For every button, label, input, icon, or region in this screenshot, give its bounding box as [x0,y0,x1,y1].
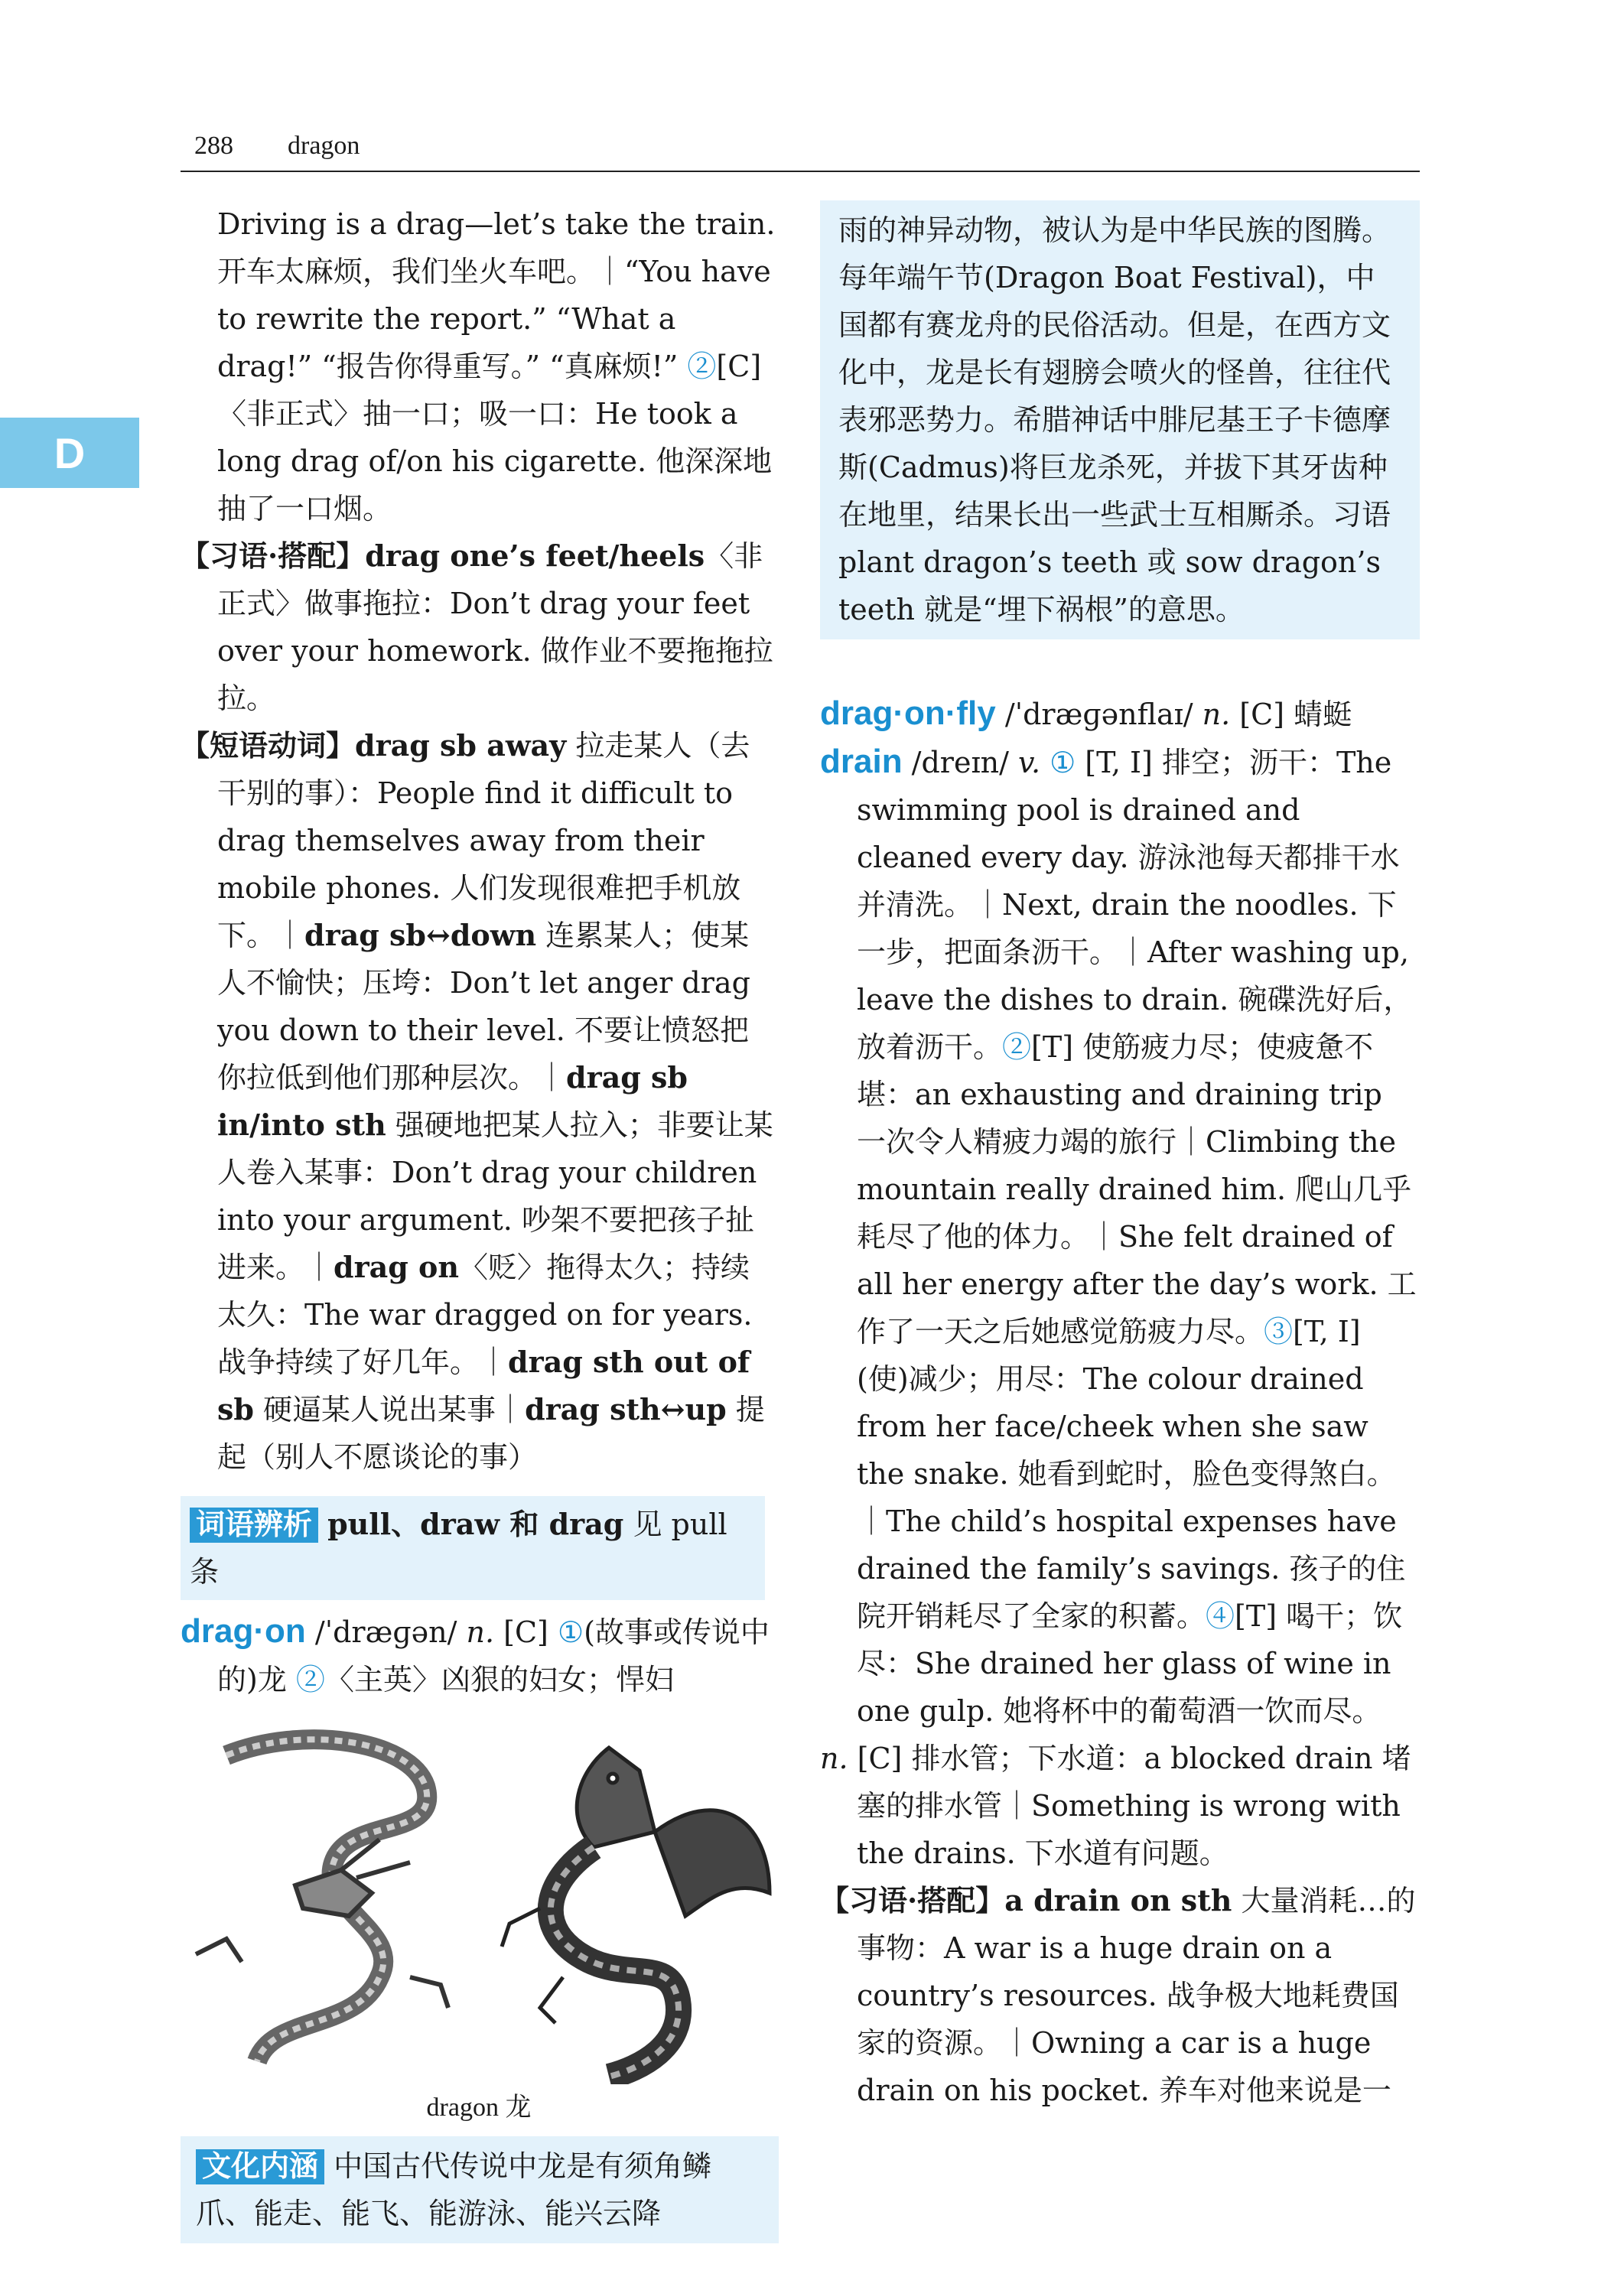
sense-number: ② [687,350,717,383]
page-header [181,128,1420,168]
usage-label: 词语辨析 [190,1508,318,1543]
drain-noun: n. [C] 排水管；下水道：a blocked drain 堵塞的排水管｜Something is wrong with the drains. 下水道有问题。 [820,1742,1411,1870]
thumb-index-tab[interactable]: D [0,418,139,488]
dragon-figure [181,1725,777,2084]
header-rule [181,171,1420,172]
western-dragon-icon [502,1748,770,2077]
culture-box-continued: 雨的神异动物，被认为是中华民族的图腾。每年端午节(Dragon Boat Festival)，中国都有赛龙舟的民俗活动。但是，在西方文化中，龙是长有翅膀会喷火的怪兽，往往代表邪恶势力。希腊神话中腓尼基王子卡德摩斯(Cadmus)将巨龙杀死，并拔下其牙齿种在地里，结果长出一些武士互相厮杀。习语 plant dragon’s teeth 或 sow dragon’s teeth 就是“埋下祸根”的意思。 [820,200,1420,639]
headword-dragon: drag·on [181,1612,306,1650]
idiom-block: 【习语·搭配】drag one’s feet/heels〈非正式〉做事拖拉：Don’t drag your feet over your homework. 做作业不要拖拖拉拉。 [181,538,773,715]
dragonfly-entry: drag·on·fly /ˈdræɡənflaɪ/ n. [C] 蜻蜓 [820,694,1352,732]
dragon-entry: drag·on /ˈdræɡən/ n. [C] ①(故事或传说中的)龙 ②〈主英〉凶狠的妇女；悍妇 [181,1612,770,1696]
drain-entry: drain /dreɪn/ v. ① [T, I] 排空；沥干：The swimming pool is drained and cleaned every day. 游泳池每天都排干水并清洗。｜Next, drain the noodles. 下一步，把面条沥干。｜After washing up, leave the dishes to drain. 碗碟洗好后，放着沥干。②[T] 使筋疲力尽；使疲惫不堪：an exhausting and draining trip 一次令人精疲力竭的旅行｜Climbing the mountain really drained him. 爬山几乎耗尽了他的体力。｜She felt drained of all her energy after the day’s work. 工作了一天之后她感觉筋疲力尽。③[T, I] (使)减少；用尽：The colour drained from her face/cheek when she saw the snake. 她看到蛇时，脸色变得煞白。｜The child’s hospital expenses have drained the family’s savings. 孩子的住院开销耗尽了全家的积蓄。④[T] 喝干；饮尽：She drained her glass of wine in one gulp. 她将杯中的葡萄酒一饮而尽。 [820,743,1417,1728]
guide-word: dragon [288,132,360,160]
phrasal-label: 【短语动词】 [181,728,356,763]
drain-idiom: 【习语·搭配】a drain on sth 大量消耗…的事物：A war is a huge drain on a country’s resources. 战争极大地耗费国家的资源。｜Owning a car is a huge drain on his pocket. 养车对他来说是一 [820,1883,1416,2107]
chinese-dragon-icon [196,1739,448,2061]
drag-example-continued: Driving is a drag—let’s take the train. 开车太麻烦，我们坐火车吧。｜“You have to rewrite the report.” “What a drag!” “报告你得重写。” “真麻烦!” ②[C]〈非正式〉抽一口；吸一口：He took a long drag of/on his cigarette. 他深深地抽了一口烟。 [217,207,776,525]
pronunciation: /ˈdræɡən/ [314,1615,457,1649]
page-number: 288 [194,132,233,160]
idiom-phrase: drag one’s feet/heels [365,538,705,573]
right-column [820,690,1420,2114]
phrasal-verbs-block: 【短语动词】drag sb away 拉走某人（去干别的事）：People find it difficult to drag themselves away from their mobile phones. 人们发现很难把手机放下。｜drag sb↔down 连累某人；使某人不愉快；压垮：Don’t let anger drag you down to their level. 不要让愤怒把你拉低到他们那种层次。｜drag sb in/into sth 强硬地把某人拉入；非要让某人卷入某事：Don’t drag your children into your argument. 吵架不要把孩子扯进来。｜drag on〈贬〉拖得太久；持续太久：The war dragged on for years. 战争持续了好几年。｜drag sth out of sb 硬逼某人说出某事｜drag sth↔up 提起（别人不愿谈论的事） [181,728,773,1474]
left-column [181,200,777,2243]
part-of-speech: n. [466,1615,495,1649]
dragon-illustration-icon [181,1725,777,2084]
culture-label: 文化内涵 [196,2149,324,2184]
right-column-top [820,200,1420,639]
usage-crossref-box: 词语辨析 pull、draw 和 drag 见 pull 条 [181,1496,765,1600]
headword-drain: drain [820,743,903,780]
idiom-label: 【习语·搭配】 [181,538,366,573]
figure-caption: dragon 龙 [426,2093,532,2122]
culture-box-start: 文化内涵 中国古代传说中龙是有须角鳞爪、能走、能飞、能游泳、能兴云降 [181,2136,779,2243]
headword-dragonfly: drag·on·fly [820,694,996,732]
